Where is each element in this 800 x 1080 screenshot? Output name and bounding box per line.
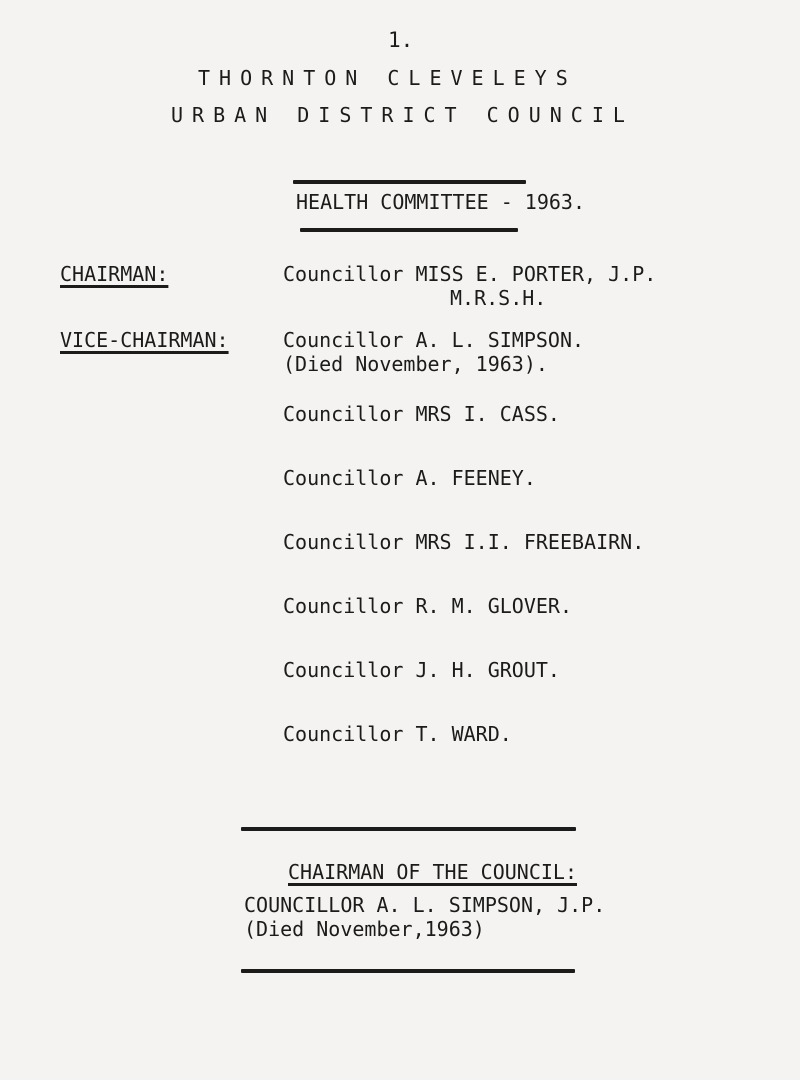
- divider-middle: [241, 827, 576, 831]
- chairman-qualification: M.R.S.H.: [450, 286, 547, 310]
- member-item: Councillor MRS I. CASS.: [283, 402, 560, 426]
- council-chairman-note: (Died November,1963): [244, 917, 485, 941]
- council-name-line2: URBAN DISTRICT COUNCIL: [171, 103, 634, 127]
- divider-under-title: [300, 228, 518, 232]
- council-name-line1: THORNTON CLEVELEYS: [198, 66, 577, 90]
- council-chairman-label: CHAIRMAN OF THE COUNCIL:: [288, 860, 577, 884]
- committee-title: HEALTH COMMITTEE - 1963.: [296, 190, 585, 214]
- divider-top: [293, 180, 526, 184]
- member-item: Councillor T. WARD.: [283, 722, 512, 746]
- member-item: Councillor R. M. GLOVER.: [283, 594, 572, 618]
- member-item: Councillor J. H. GROUT.: [283, 658, 560, 682]
- chairman-name: Councillor MISS E. PORTER, J.P.: [283, 262, 657, 286]
- vice-chairman-label: VICE-CHAIRMAN:: [60, 328, 229, 352]
- council-chairman-name: COUNCILLOR A. L. SIMPSON, J.P.: [244, 893, 606, 917]
- page-number: 1.: [388, 28, 414, 52]
- chairman-label: CHAIRMAN:: [60, 262, 169, 286]
- member-item: Councillor MRS I.I. FREEBAIRN.: [283, 530, 645, 554]
- vice-chairman-name: Councillor A. L. SIMPSON.: [283, 328, 585, 352]
- vice-chairman-note: (Died November, 1963).: [283, 352, 548, 376]
- divider-bottom: [241, 969, 575, 973]
- member-item: Councillor A. FEENEY.: [283, 466, 536, 490]
